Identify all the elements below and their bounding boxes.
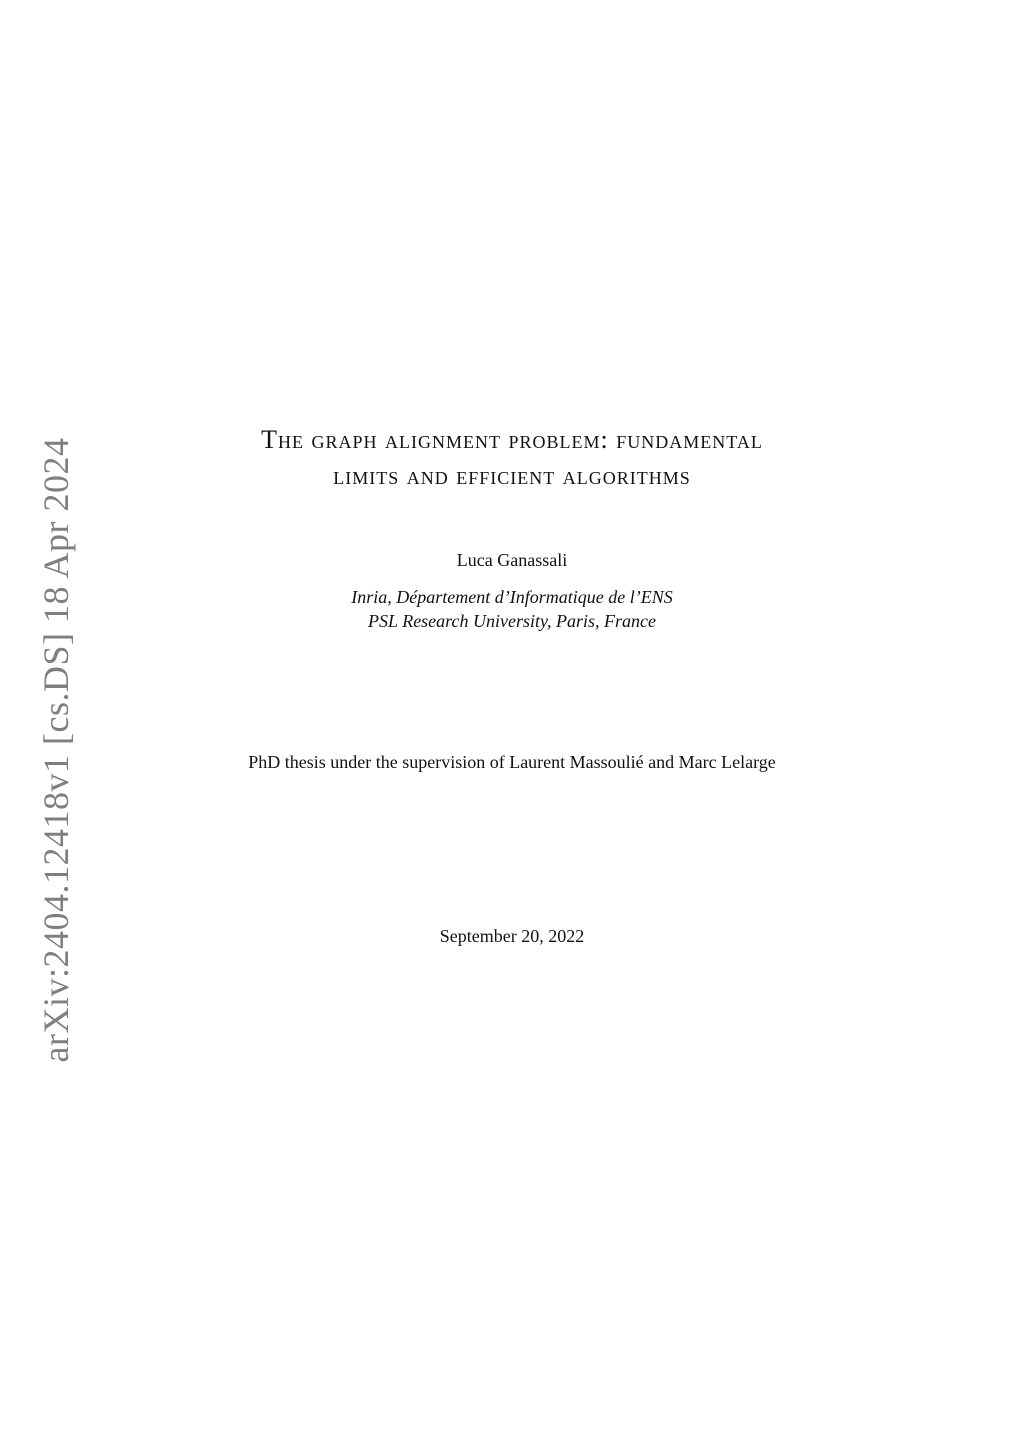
affiliation-line-2: PSL Research University, Paris, France — [368, 611, 656, 631]
author-name: Luca Ganassali — [456, 550, 568, 570]
thesis-title-line-1: The graph alignment problem: fundamental — [261, 425, 763, 454]
supervision-statement: PhD thesis under the supervision of Laurent Massoulié and Marc Lelarge — [248, 752, 776, 772]
arxiv-identifier-stamp: arXiv:2404.12418v1 [cs.DS] 18 Apr 2024 — [36, 437, 76, 1063]
thesis-title-line-2: limits and efficient algorithms — [333, 461, 691, 490]
author-affiliation — [0, 585, 1024, 633]
thesis-date: September 20, 2022 — [439, 926, 585, 946]
affiliation-line-1: Inria, Département d’Informatique de l’ENS — [351, 587, 673, 607]
thesis-title — [0, 422, 1024, 494]
